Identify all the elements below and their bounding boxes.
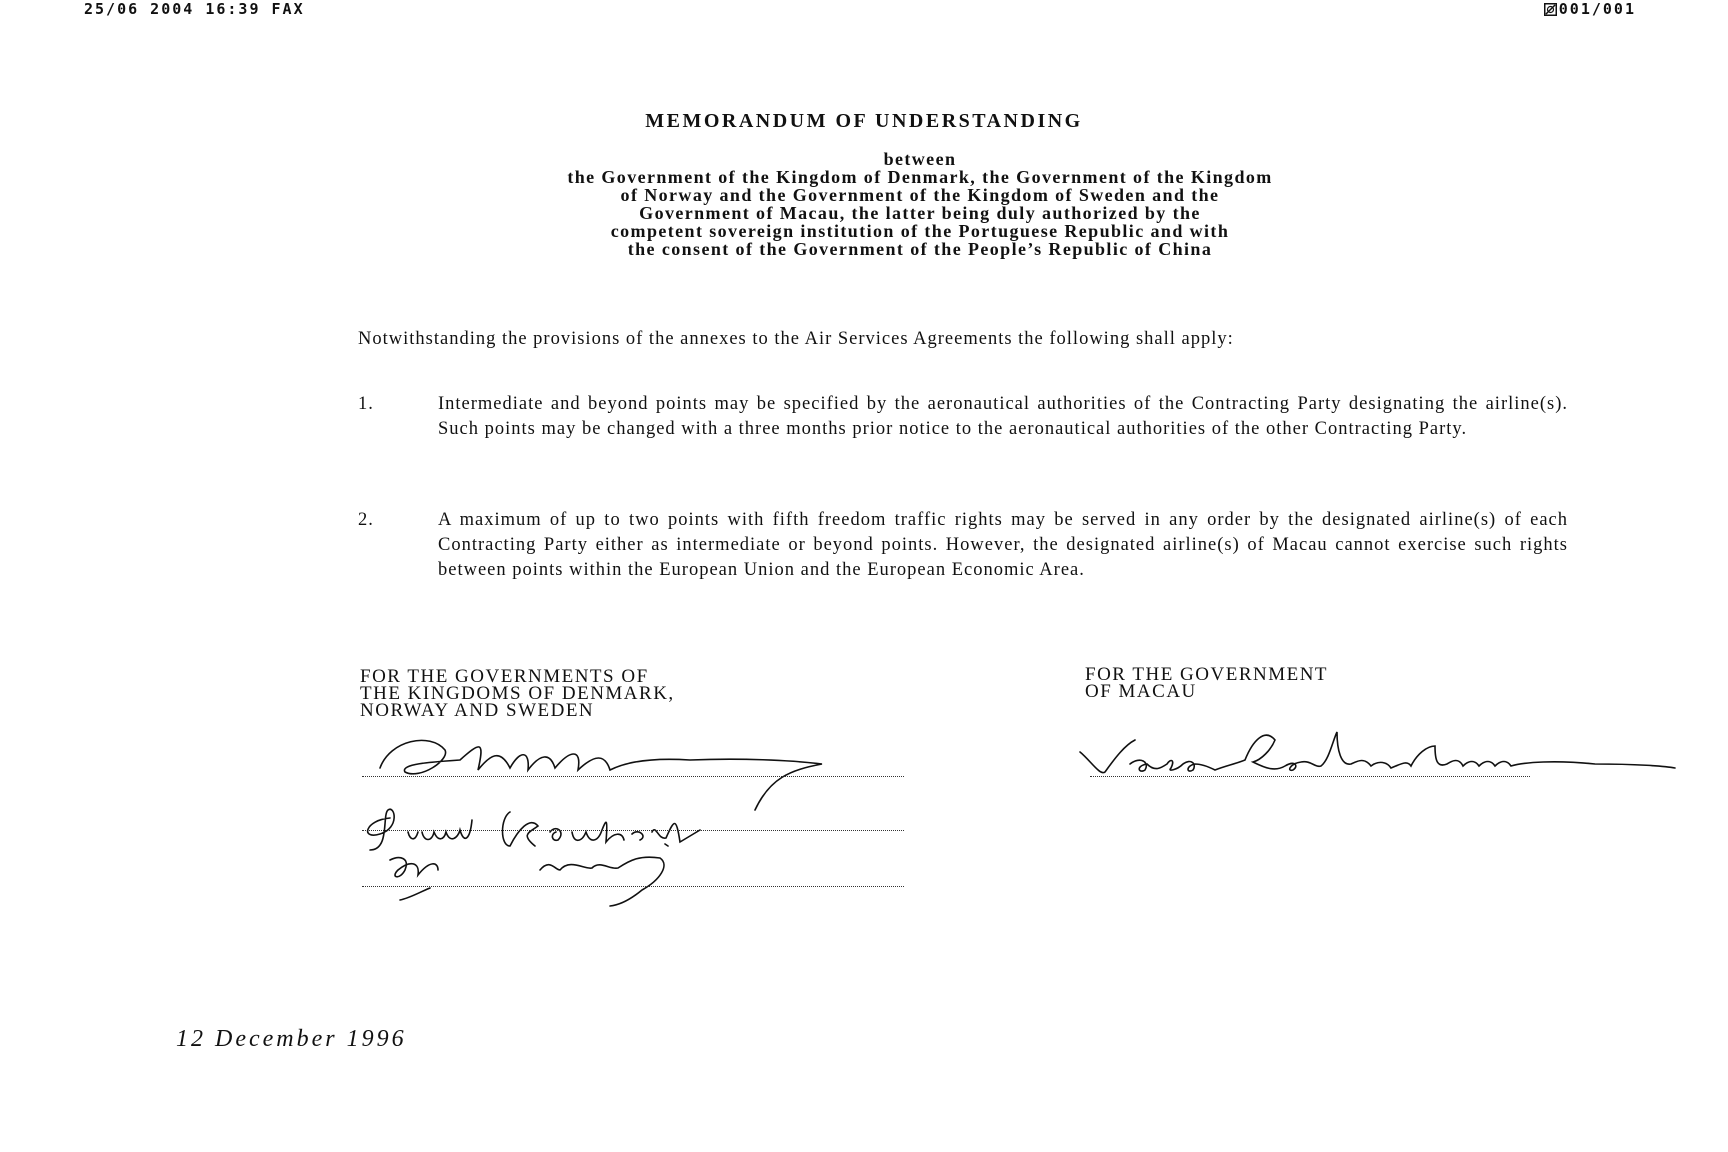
parties-line: the consent of the Government of the People’s Republic of China <box>627 239 1213 259</box>
fax-page-icon <box>1544 3 1557 16</box>
provision-text: Intermediate and beyond points may be specified by the aeronautical authorities of the Contracting Party designating the airline(s). Such points may be changed with a three months prior notice to the aeronautical authorities of the other Contracting Party. <box>438 394 1568 439</box>
handwritten-date <box>174 1024 574 1064</box>
signatory-right-line: FOR THE GOVERNMENT <box>1085 664 1329 685</box>
signatory-left-line: NORWAY AND SWEDEN <box>360 700 595 721</box>
signature-norway <box>368 809 700 850</box>
document-title: MEMORANDUM OF UNDERSTANDING <box>645 110 1083 132</box>
parties-line: of Norway and the Government of the Kingdom of Sweden and the <box>620 185 1220 205</box>
signatory-left-line: FOR THE GOVERNMENTS OF <box>360 666 649 687</box>
intro-paragraph: Notwithstanding the provisions of the annexes to the Air Services Agreements the following shall apply: <box>358 329 1234 349</box>
provision-number: 1. <box>358 394 374 414</box>
fax-page-count-text: 001/001 <box>1558 0 1636 18</box>
signature-macau <box>1080 732 1675 773</box>
parties-block <box>250 150 1590 258</box>
provision-number: 2. <box>358 510 374 530</box>
provision-item <box>358 392 1568 442</box>
signatory-right-line: OF MACAU <box>1085 681 1197 702</box>
signatory-left-line: THE KINGDOMS OF DENMARK, <box>360 683 675 704</box>
signature-denmark <box>380 740 822 810</box>
signature-sweden <box>390 844 668 906</box>
parties-line: between <box>883 149 957 169</box>
fax-header-page-count <box>1544 0 1636 18</box>
fax-header-timestamp: 25/06 2004 16:39 FAX <box>84 0 305 18</box>
handwritten-signature-macau <box>1075 720 1685 790</box>
provision-item <box>358 508 1568 583</box>
handwritten-signatures-left <box>360 720 920 910</box>
signatory-right-heading <box>1085 666 1328 700</box>
parties-line: competent sovereign institution of the Portuguese Republic and with <box>610 221 1230 241</box>
handwritten-date-text: 12 December 1996 <box>176 1026 407 1052</box>
parties-line: Government of Macau, the latter being duly authorized by the <box>639 203 1201 223</box>
provision-text: A maximum of up to two points with fifth freedom traffic rights may be served in any order by the designated airline(s) of each Contracting Party either as intermediate or beyond points. However, the designated airline(s) of Macau cannot exercise such rights between points within the European Union and the European Economic Area. <box>438 510 1568 580</box>
parties-line: the Government of the Kingdom of Denmark, the Government of the Kingdom <box>567 167 1273 187</box>
signatory-left-heading <box>360 668 675 719</box>
